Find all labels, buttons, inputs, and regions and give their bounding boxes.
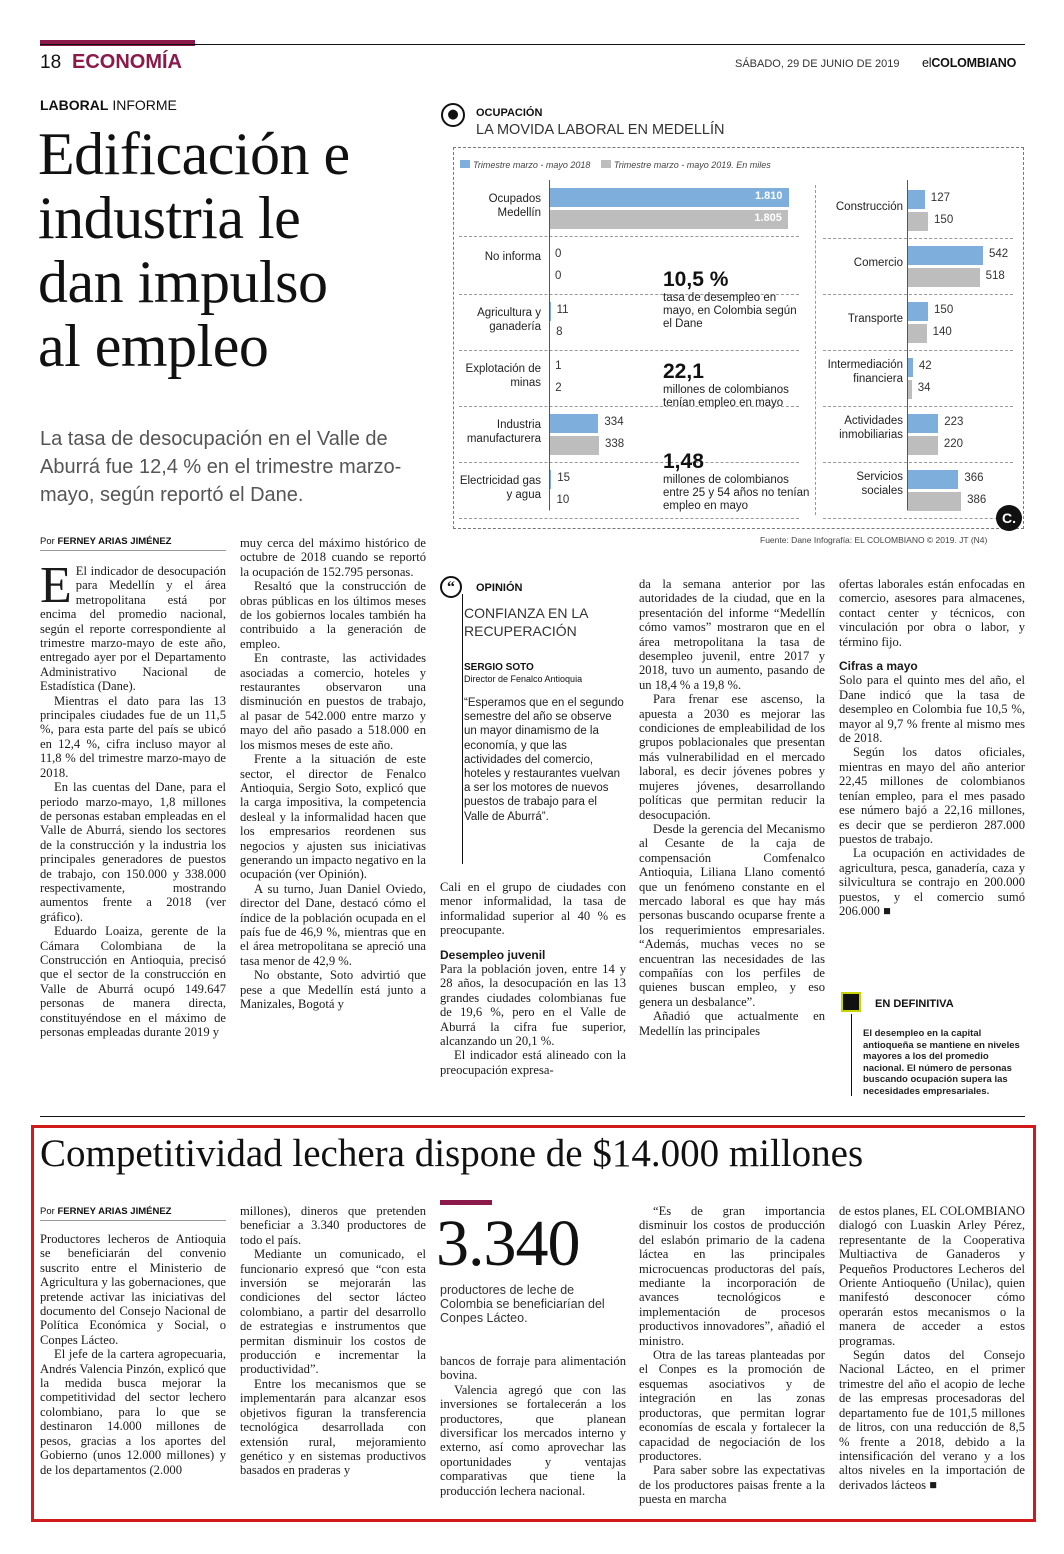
definitiva-rule: [851, 1014, 852, 1096]
stat-text: millones de colombianos tenían empleo en mayo: [663, 384, 789, 409]
opinion-rule: [462, 594, 463, 864]
header-rule: [40, 44, 1025, 45]
bar-2019: [549, 210, 788, 229]
category-label: Explotación de minas: [465, 363, 541, 389]
data-label: 15: [557, 472, 571, 484]
bar-2018: [907, 246, 983, 265]
article-column-1: [40, 557, 226, 1039]
paragraph: Mientras el dato para las 13 principales ciudades fue de un 11,5 %, para esta parte del país se ubicó en 12,4 %, cifra incluso mayor al 11,8 % del trimestre marzo-mayo de 2018.: [40, 693, 226, 780]
data-label: 0: [555, 270, 562, 282]
category-label: Actividades inmobiliarias: [839, 415, 903, 441]
paragraph: muy cerca del máximo histórico de octubre de 2018 cuando se reportó la ocupación de 152.795 personas.: [240, 536, 426, 579]
stat-block: [663, 268, 803, 331]
second-column-5: [839, 1204, 1025, 1492]
headline-line: Edificación e: [38, 121, 350, 187]
stat-block: [663, 360, 803, 410]
data-label: 386: [967, 494, 987, 506]
second-byline: Por FERNEY ARIAS JIMÉNEZ: [40, 1206, 172, 1217]
bar-2019: [907, 324, 927, 343]
data-label: 366: [964, 472, 984, 484]
data-label: 0: [555, 248, 562, 260]
opinion-box: [440, 574, 626, 864]
headline: [38, 122, 438, 378]
definitiva-box: [839, 992, 1025, 1104]
chart-axis: [549, 180, 550, 510]
row-separator: [823, 518, 1013, 519]
paragraph: Mediante un comunicado, el funcionario expresó que “con esta inversión se mejorarán las condiciones del sector lácteo colombiano, a partir del desarrollo de estrategias e instrumentos que permitan disminuir los costos de producción e incrementar la productividad”.: [240, 1247, 426, 1377]
bar-2018: [549, 414, 598, 433]
category-label: No informa: [484, 251, 541, 263]
paragraph: En las cuentas del Dane, para el periodo marzo-mayo, 1,8 millones de personas estaban empleadas en el Valle de Aburrá, siendo los sectores de la construcción y la industria los principales generadores de puestos de trabajo, con 150.000 y 338.000 respectivamente, mostrando aumentos frente a 2018 (ver gráfico).: [40, 780, 226, 924]
paragraph: Frente a la situación de este sector, el director de Fenalco Antioquia, Sergio Soto, explicó que la carga impositiva, la competencia desleal y la informalidad hacen que los empresarios reordenen sus negocios y ajusten sus iniciativas generando un impacto negativo en la ocupación (ver Opinión).: [240, 752, 426, 882]
stat-value: 22,1: [663, 360, 704, 383]
byline: Por FERNEY ARIAS JIMÉNEZ: [40, 536, 172, 547]
stat-block: [663, 450, 813, 513]
paragraph: Entre los mecanismos que se implementarán para alcanzar esos objetivos figuran la transferencia tecnológica desarrollada con extensión rural, mejoramiento genético y en sistemas productivos basados en praderas y: [240, 1376, 426, 1478]
section-divider: [40, 1116, 1025, 1117]
paragraph: La ocupación en actividades de agricultura, pesca, ganadería, caza y silvicultura se contrajo en 200.000 puestos, y el comercio sumó 206.000 ■: [839, 846, 1025, 918]
row-separator: [459, 236, 799, 237]
article-column-2: [240, 536, 426, 1011]
infographic-credit: Fuente: Dane Infografía: EL COLOMBIANO © 2019. JT (N4): [760, 535, 988, 545]
infographic-label: OCUPACIÓN: [476, 107, 543, 119]
paragraph: da la semana anterior por las autoridades de la ciudad, que en la presentación del informe “Medellín cómo vamos” mostraron que en el área metropolitana la tasa de desempleo juvenil, entre 2017 y 2018, tuvo un aumento, pasando de un 18,4 % a 19,8 %.: [639, 577, 825, 692]
definitiva-label: EN DEFINITIVA: [875, 998, 954, 1010]
paragraph: Productores lecheros de Antioquia se beneficiarán del convenio suscrito entre el Ministerio de Agricultura y las gobernaciones, que pretende activar las iniciativas del documento del Consejo Nacional de Política Económica y Social, o Conpes Lácteo.: [40, 1232, 226, 1347]
bar-2018: [907, 302, 928, 321]
bar-2018: [549, 188, 789, 207]
subhead: Desempleo juvenil: [440, 947, 546, 962]
data-label: 42: [918, 360, 932, 372]
quote-icon: “: [440, 576, 462, 598]
headline-line: dan impulso: [38, 249, 328, 315]
data-label: 220: [943, 438, 964, 450]
data-label: 127: [930, 192, 950, 204]
infographic-logo: C.: [996, 505, 1022, 531]
category-label: Transporte: [847, 313, 903, 325]
row-separator: [823, 350, 1013, 351]
data-label: 10: [556, 494, 570, 506]
data-label: 1.810: [755, 190, 783, 202]
definitiva-icon: [841, 992, 861, 1012]
opinion-quote: “Esperamos que en el segundo semestre del año se observe un mayor dinamismo de la economía, y que las actividades del comercio, hoteles y restaurantes vuelvan a ser los motores de nuevos puestos de trabajo para el Valle de Aburrá”.: [464, 697, 624, 823]
data-label: 34: [917, 382, 931, 394]
data-label: 518: [985, 270, 1005, 282]
data-label: 150: [934, 214, 954, 226]
chart-legend: Trimestre marzo - mayo 2018 Trimestre marzo - mayo 2019. En miles: [460, 160, 771, 170]
paragraph: Eduardo Loaiza, gerente de la Cámara Colombiana de la Construcción en Antioquia, precisó que el sector de la construcción en Valle de Aburrá ocupó 149.647 personas de manera directa, constituyéndose en el máximo de personas empleadas durante 2019 y: [40, 924, 226, 1039]
header-accent-bar: [40, 40, 195, 46]
byline-rule: [40, 550, 226, 551]
paragraph: ofertas laborales están enfocadas en comercio, asesores para almacenes, contact center y técnicos, con vinculación por obra o labor, y término fijo.: [839, 577, 1025, 649]
paragraph: de estos planes, EL COLOMBIANO dialogó con Luaskin Arley Pérez, representante de la Cooperativa Multiactiva de Ganaderos y Pequeños Productores Lecheros del Oriente Antioqueño (Unilac), quien manifestó desconocer cómo operarán estos mecanismos o la manera de acceder a estos programas.: [839, 1204, 1025, 1348]
opinion-title: CONFIANZA EN LA RECUPERACIÓN: [464, 605, 588, 639]
bar-2018: [907, 414, 938, 433]
infographic-icon: ●: [441, 103, 465, 127]
stat-text: tasa de desempleo en mayo, en Colombia según el Dane: [663, 292, 797, 330]
paragraph: Resaltó que la construcción de obras públicas en los últimos meses de los gobiernos locales también ha contribuido a la generación de empleo.: [240, 579, 426, 651]
category-label: Comercio: [853, 257, 903, 269]
stat-value: 10,5 %: [663, 268, 729, 291]
row-separator: [823, 238, 1013, 239]
row-separator: [823, 294, 1013, 295]
paragraph: El jefe de la cartera agropecuaria, Andrés Valencia Pinzón, explicó que la medida busca mejorar la competitividad del sector lechero colombiano, para lo que se destinaron 14.000 millones de pesos, gracias a los aportes del Gobierno (unos 12.000 millones) y de los departamentos (2.000: [40, 1347, 226, 1477]
row-separator: [823, 462, 1013, 463]
second-column-1: [40, 1232, 226, 1477]
paragraph: Según datos del Consejo Nacional Lácteo, en el primer trimestre del año el acopio de leche de las empresas procesadoras del departamento fue de 101,5 millones de litros, con una reducción de 8,5 % frente a 2018, debido a la intensificación del verano y a los altos niveles en la importación de derivados lácteos ■: [839, 1348, 1025, 1492]
data-label: 8: [556, 326, 563, 338]
headline-line: al empleo: [38, 313, 269, 379]
section-name: ECONOMÍA: [72, 51, 182, 73]
data-label: 11: [556, 304, 569, 316]
data-label: 1.805: [754, 212, 782, 224]
data-label: 223: [944, 416, 964, 428]
article-column-3: [440, 880, 626, 1077]
paragraph: Añadió que actualmente en Medellín las principales: [639, 1009, 825, 1038]
legend-swatch-2019: [601, 160, 611, 168]
article-column-4: [639, 577, 825, 1038]
page-number: 18: [40, 52, 62, 73]
paragraph: Otra de las tareas planteadas por el Conpes es la promoción de esquemas asociativos y de integración en las zonas productoras, que permitan lograr economías de escala y fortalecer la capacidad de negociación de los productores.: [639, 1348, 825, 1463]
byline-rule: [40, 1220, 226, 1221]
big-number: 3.340: [436, 1207, 580, 1280]
paragraph: El indicador está alineado con la preocupación expresa-: [440, 1048, 626, 1077]
paragraph: Desde la gerencia del Mecanismo al Cesante de la caja de compensación Comfenalco Antioquia, Liliana Llano comentó que un fenómeno constante en el mercado laboral es que hay más personas buscando ocuparse frente a los requerimientos empresariales. “Además, muchas veces no se encuentran las necesidades de las compañías con los perfiles de quienes buscan empleo, y eso genera un desbalance”.: [639, 821, 825, 1009]
paragraph: millones), dineros que pretenden beneficiar a 3.340 productores de todo el país.: [240, 1204, 426, 1247]
bar-2019: [907, 212, 928, 231]
paragraph: “Es de gran importancia disminuir los costos de producción del eslabón primario de la cadena láctea en las principales microcuencas productoras del país, mediante la incorporación de avances tecnológicos e implementación de procesos productivos innovadores”, añadió el ministro.: [639, 1204, 825, 1348]
category-label: Servicios sociales: [856, 471, 903, 497]
bar-2019: [907, 268, 980, 287]
row-separator: [459, 518, 799, 519]
data-label: 542: [989, 248, 1009, 260]
brand-logo: elCOLOMBIANO: [922, 56, 1017, 70]
big-number-text: productores de leche de Colombia se beneficiarían del Conpes Lácteo.: [440, 1283, 605, 1325]
bar-2019: [907, 436, 938, 455]
data-label: 334: [604, 416, 624, 428]
subtitle: La tasa de desocupación en el Valle de Aburrá fue 12,4 % en el trimestre marzo-mayo, según reportó el Dane.: [40, 428, 402, 506]
article-column-5: [839, 577, 1025, 918]
drop-cap: E: [40, 557, 72, 614]
paragraph: En contraste, las actividades asociadas a comercio, hoteles y restaurantes observaron una disminución en puestos de trabajo, al pasar de 542.000 entre marzo y mayo del año pasado a 518.000 en los mismos meses de este año.: [240, 651, 426, 752]
paragraph: Solo para el quinto mes del año, el Dane indicó que la tasa de desempleo en Colombia fue 10,5 %, mayor al 9,7 % frente al mismo mes de 2018.: [839, 673, 1025, 746]
chart-right-panel: [815, 180, 1024, 520]
infographic-title: LA MOVIDA LABORAL EN MEDELLÍN: [476, 122, 725, 138]
category-label: Ocupados Medellín: [488, 193, 541, 219]
second-headline: Competitividad lechera dispone de $14.000 millones: [40, 1132, 864, 1175]
data-label: 1: [555, 360, 562, 372]
second-column-4: [639, 1204, 825, 1507]
bar-2018: [907, 190, 925, 209]
legend-swatch-2018: [460, 160, 470, 168]
data-label: 338: [605, 438, 625, 450]
header-date: SÁBADO, 29 DE JUNIO DE 2019: [735, 58, 900, 70]
bar-2018: [907, 470, 958, 489]
opinion-role: Director de Fenalco Antioquia: [464, 674, 583, 684]
chart-axis: [907, 180, 908, 510]
data-label: 150: [934, 304, 954, 316]
paragraph: Cali en el grupo de ciudades con menor informalidad, la tasa de informalidad superior al 40 % es preocupante.: [440, 880, 626, 938]
definitiva-text: El desempleo en la capital antioqueña se mantiene en niveles mayores a los del promedio nacional. El número de personas buscando ocupación supera las necesidades empresariales.: [863, 1028, 1020, 1097]
stat-value: 1,48: [663, 450, 704, 473]
bar-2019: [549, 436, 599, 455]
paragraph: Para frenar ese ascenso, la apuesta a 2030 es mejorar las condiciones de empleabilidad de los grupos poblacionales que presentan más vulnerabilidad en el mercado laboral, es decir jóvenes pobres y mujeres jóvenes, desarrollando políticas que permitan reducir la desocupación.: [639, 692, 825, 822]
paragraph: Para la población joven, entre 14 y 28 años, la desocupación en las 13 grandes ciudades colombianas fue de 19,6 %, pero en el Valle de Aburrá la cifra fue superior, alcanzando un 20,1 %.: [440, 962, 626, 1049]
stat-text: millones de colombianos entre 25 y 54 años no tenían empleo en mayo: [663, 474, 810, 512]
subhead: Cifras a mayo: [839, 659, 918, 674]
paragraph: Según los datos oficiales, mientras en mayo del año anterior 22,45 millones de colombianos tenían empleo, para el mes pasado ese número bajó a 22,16 millones, es decir que se perdieron 287.000 puestos de trabajo.: [839, 745, 1025, 846]
big-number-accent: [440, 1200, 492, 1205]
row-separator: [459, 350, 799, 351]
category-label: Construcción: [835, 201, 903, 213]
opinion-author: SERGIO SOTO: [464, 662, 534, 673]
kicker: LABORAL INFORME: [40, 97, 177, 113]
category-label: Intermediación financiera: [827, 359, 903, 385]
bar-2019: [907, 492, 961, 511]
paragraph: No obstante, Soto advirtió que pese a que Medellín está junto a Manizales, Bogotá y: [240, 968, 426, 1011]
row-separator: [823, 406, 1013, 407]
paragraph: bancos de forraje para alimentación bovina.: [440, 1354, 626, 1383]
paragraph: A su turno, Juan Daniel Oviedo, director del Dane, destacó cómo el índice de la población ocupada en el país fue de 46,9 %, mientras que en el área metropolitana se apreció una tasa menor de 42,9 %.: [240, 881, 426, 968]
category-label: Agricultura y ganadería: [477, 307, 541, 333]
data-label: 2: [555, 382, 562, 394]
paragraph: Valencia agregó que con las inversiones se fortalecerán a los productores, que planean diversificar los mercados interno y externo, así como aprovechar las oportunidades y ventajas comparativas que tiene la producción lechera nacional.: [440, 1382, 626, 1498]
headline-line: industria le: [38, 185, 301, 251]
opinion-label: OPINIÓN: [476, 582, 523, 594]
paragraph: E El indicador de desocupación para Medellín y el área metropolitana está por encima del promedio nacional, según el reporte correspondiente al trimestre marzo-mayo de este año, entregado ayer por el Departamento Administrativo Nacional de Estadística (Dane).: [40, 557, 226, 694]
second-column-3: [440, 1354, 626, 1498]
category-label: Industria manufacturera: [466, 419, 541, 445]
category-label: Electricidad gas y agua: [459, 475, 541, 501]
paragraph: Para saber sobre las expectativas de los productores paisas frente a la puesta en marcha: [639, 1463, 825, 1507]
second-column-2: [240, 1204, 426, 1478]
data-label: 140: [932, 326, 952, 338]
